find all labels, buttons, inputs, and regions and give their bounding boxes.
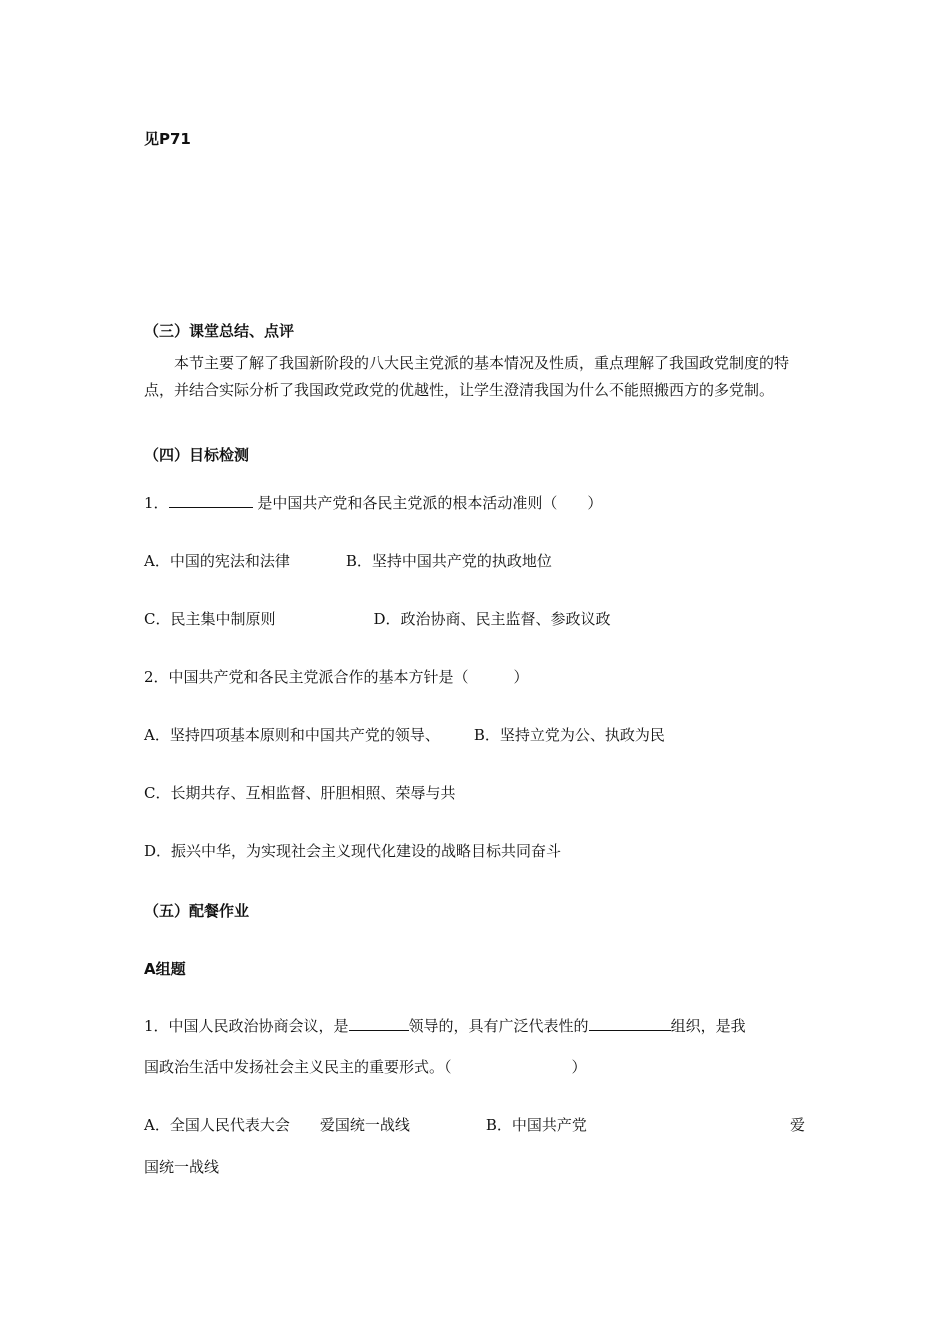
option-b-part2-end: 国统一战线 bbox=[144, 1158, 220, 1176]
section3-summary bbox=[144, 350, 808, 404]
question-1-number: 1． bbox=[144, 494, 169, 512]
option-d: D．政治协商、民主监督、参政议政 bbox=[373, 610, 611, 628]
question-1-options-ab bbox=[144, 550, 552, 571]
page-reference: 见P71 bbox=[144, 130, 191, 148]
summary-text: 本节主要了解了我国新阶段的八大民主党派的基本情况及性质，重点理解了我国政党制度的特点，并结合实际分析了我国政党政党的优越性，让学生澄清我国为什么不能照搬西方的多党制。 bbox=[144, 354, 790, 399]
section5-heading: （五）配餐作业 bbox=[144, 902, 250, 920]
question-2-options-ab bbox=[144, 724, 665, 745]
homework-question-1-line2: 国政治生活中发扬社会主义民主的重要形式。（ ） bbox=[144, 1058, 587, 1076]
homework-q1-part1: 1．中国人民政治协商会议，是 bbox=[144, 1017, 349, 1035]
section3-heading: （三）课堂总结、点评 bbox=[144, 322, 295, 340]
option-a: A．坚持四项基本原则和中国共产党的领导、 bbox=[144, 726, 440, 744]
answer-blank bbox=[589, 1016, 671, 1031]
group-a-heading: A组题 bbox=[144, 960, 186, 978]
homework-q1-part2: 领导的，具有广泛代表性的 bbox=[408, 1017, 589, 1035]
answer-blank bbox=[169, 493, 253, 508]
homework-options-row bbox=[144, 1114, 587, 1135]
homework-q1-part3: 组织，是我 bbox=[670, 1017, 746, 1035]
question-1 bbox=[144, 492, 602, 513]
option-b-part2-start: 爱 bbox=[790, 1116, 806, 1134]
option-a-part2: 爱国统一战线 bbox=[319, 1116, 410, 1134]
answer-blank bbox=[349, 1016, 409, 1031]
homework-question-1 bbox=[144, 1015, 746, 1036]
option-b-part1: B．中国共产党 bbox=[485, 1116, 587, 1134]
question-2-stem: 2．中国共产党和各民主党派合作的基本方针是（ ） bbox=[144, 668, 529, 686]
question-1-options-cd bbox=[144, 608, 611, 629]
option-a-part1: A．全国人民代表大会 bbox=[144, 1116, 290, 1134]
option-b: B．坚持中国共产党的执政地位 bbox=[345, 552, 552, 570]
option-a: A．中国的宪法和法律 bbox=[144, 552, 290, 570]
question-2-option-c: C．长期共存、互相监督、肝胆相照、荣辱与共 bbox=[144, 784, 456, 802]
question-1-stem: 是中国共产党和各民主党派的根本活动准则（ ） bbox=[252, 494, 603, 512]
option-b: B．坚持立党为公、执政为民 bbox=[473, 726, 665, 744]
option-c: C．民主集中制原则 bbox=[144, 610, 276, 628]
section4-heading: （四）目标检测 bbox=[144, 446, 250, 464]
question-2-option-d: D．振兴中华，为实现社会主义现代化建设的战略目标共同奋斗 bbox=[144, 842, 562, 860]
